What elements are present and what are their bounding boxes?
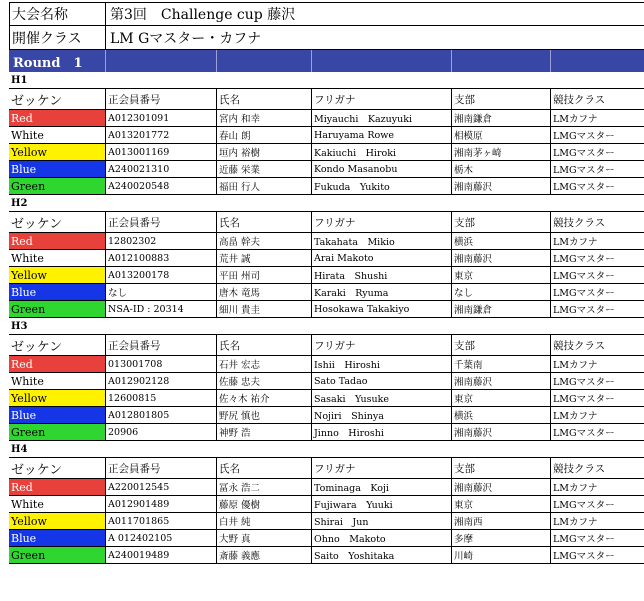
cell-name: 大野 真 [216,529,311,546]
cell-class: LMカフナ [550,512,644,529]
round-label: Round 1 [13,55,83,71]
cell-name: 唐木 竜馬 [216,283,311,300]
cell-member-no: A220012545 [105,478,216,495]
cell-member-no: 20906 [105,423,216,440]
cell-branch: 湘南茅ヶ崎 [451,143,550,160]
lane-color-green: Green [9,423,105,440]
cell-member-no: NSA-ID : 20314 [105,300,216,317]
heat-group [9,441,644,564]
cell-furigana: Takahata Mikio [311,232,451,249]
column-header-furigana: フリガナ [311,88,451,109]
cell-class: LMカフナ [550,109,644,126]
event-class-value: LM Gマスター・カフナ [105,26,644,50]
cell-name: 石井 宏志 [216,355,311,372]
heat-group [9,195,644,318]
cell-member-no: A012100883 [105,249,216,266]
lane-color-red: Red [9,109,105,126]
lane-color-blue: Blue [9,283,105,300]
cell-branch: 多摩 [451,529,550,546]
column-header-name: 氏名 [216,88,311,109]
cell-branch: 栃木 [451,160,550,177]
table-row [9,232,644,249]
heats-container [9,72,644,564]
column-header-class: 競技クラス [550,334,644,355]
cell-class: LMカフナ [550,406,644,423]
table-row [9,126,644,143]
column-header-member-no: 正会員番号 [105,457,216,478]
column-header-row [9,457,644,478]
lane-color-red: Red [9,355,105,372]
cell-branch: 川崎 [451,546,550,563]
cell-class: LMカフナ [550,232,644,249]
cell-furigana: Kakiuchi Hiroki [311,143,451,160]
cell-furigana: Ishii Hiroshi [311,355,451,372]
column-header-bib: ゼッケン [9,88,105,109]
round-header [9,50,644,72]
cell-branch: 相模原 [451,126,550,143]
cell-branch: 湘南藤沢 [451,372,550,389]
lane-color-yellow: Yellow [9,512,105,529]
cell-name: 白井 純 [216,512,311,529]
cell-class: LMGマスター [550,160,644,177]
cell-member-no: A240020548 [105,177,216,194]
lane-color-white: White [9,495,105,512]
cell-member-no: A240019489 [105,546,216,563]
lane-color-green: Green [9,177,105,194]
cell-name: 福田 行人 [216,177,311,194]
cell-class: LMGマスター [550,266,644,283]
column-header-row [9,334,644,355]
table-row [9,300,644,317]
heat-label: H3 [11,320,28,332]
cell-furigana: Kondo Masanobu [311,160,451,177]
column-header-row [9,88,644,109]
lane-color-yellow: Yellow [9,143,105,160]
cell-member-no: A013200178 [105,266,216,283]
cell-branch: 千葉南 [451,355,550,372]
cell-branch: 東京 [451,495,550,512]
event-name-value: 第3回 Challenge cup 藤沢 [105,2,644,26]
cell-name: 荒井 誠 [216,249,311,266]
cell-name: 佐藤 忠夫 [216,372,311,389]
lane-color-red: Red [9,232,105,249]
cell-class: LMGマスター [550,143,644,160]
lane-color-yellow: Yellow [9,266,105,283]
column-header-class: 競技クラス [550,457,644,478]
table-row [9,512,644,529]
table-row [9,372,644,389]
cell-name: 藤原 優樹 [216,495,311,512]
lane-color-blue: Blue [9,529,105,546]
cell-branch: 横浜 [451,232,550,249]
cell-name: 高畠 幹夫 [216,232,311,249]
table-row [9,389,644,406]
column-header-bib: ゼッケン [9,457,105,478]
column-header-branch: 支部 [451,88,550,109]
cell-furigana: Tominaga Koji [311,478,451,495]
cell-name: 斎藤 義應 [216,546,311,563]
cell-member-no: A013201772 [105,126,216,143]
cell-furigana: Hosokawa Takakiyo [311,300,451,317]
cell-furigana: Ohno Makoto [311,529,451,546]
column-header-member-no: 正会員番号 [105,334,216,355]
cell-member-no: なし [105,283,216,300]
table-row [9,160,644,177]
cell-name: 佐々木 祐介 [216,389,311,406]
event-class-label: 開催クラス [9,26,105,50]
cell-furigana: Haruyama Rowe [311,126,451,143]
lane-color-blue: Blue [9,406,105,423]
cell-name: 神野 浩 [216,423,311,440]
cell-furigana: Shirai Jun [311,512,451,529]
cell-furigana: Nojiri Shinya [311,406,451,423]
cell-branch: なし [451,283,550,300]
cell-furigana: Arai Makoto [311,249,451,266]
column-header-branch: 支部 [451,211,550,232]
cell-branch: 横浜 [451,406,550,423]
heat-label: H4 [11,443,28,455]
column-header-furigana: フリガナ [311,334,451,355]
column-header-branch: 支部 [451,334,550,355]
table-row [9,546,644,563]
lane-color-white: White [9,249,105,266]
cell-branch: 湘南西 [451,512,550,529]
cell-member-no: 013001708 [105,355,216,372]
cell-class: LMGマスター [550,249,644,266]
cell-class: LMGマスター [550,529,644,546]
column-header-furigana: フリガナ [311,457,451,478]
column-header-name: 氏名 [216,457,311,478]
cell-member-no: A012902128 [105,372,216,389]
lane-color-blue: Blue [9,160,105,177]
cell-class: LMGマスター [550,389,644,406]
cell-member-no: 12600815 [105,389,216,406]
cell-branch: 湘南鎌倉 [451,300,550,317]
column-header-class: 競技クラス [550,88,644,109]
cell-class: LMカフナ [550,478,644,495]
heat-group [9,72,644,195]
column-header-class: 競技クラス [550,211,644,232]
table-row [9,109,644,126]
cell-branch: 東京 [451,389,550,406]
cell-member-no: A013001169 [105,143,216,160]
column-header-bib: ゼッケン [9,211,105,232]
cell-name: 野尻 慎也 [216,406,311,423]
table-row [9,355,644,372]
event-name-label: 大会名称 [9,2,105,26]
cell-class: LMGマスター [550,495,644,512]
cell-member-no: A012901489 [105,495,216,512]
table-row [9,478,644,495]
cell-class: LMGマスター [550,546,644,563]
table-row [9,423,644,440]
cell-branch: 湘南藤沢 [451,423,550,440]
table-row [9,283,644,300]
cell-member-no: A 012402105 [105,529,216,546]
cell-branch: 湘南藤沢 [451,249,550,266]
cell-class: LMGマスター [550,126,644,143]
cell-name: 垣内 裕樹 [216,143,311,160]
cell-furigana: Sasaki Yusuke [311,389,451,406]
lane-color-green: Green [9,546,105,563]
cell-class: LMカフナ [550,355,644,372]
table-row [9,266,644,283]
table-row [9,177,644,194]
column-header-name: 氏名 [216,334,311,355]
column-header-member-no: 正会員番号 [105,88,216,109]
table-row [9,495,644,512]
cell-name: 春山 朗 [216,126,311,143]
cell-class: LMGマスター [550,423,644,440]
cell-name: 宮内 和幸 [216,109,311,126]
cell-member-no: 12802302 [105,232,216,249]
cell-branch: 湘南鎌倉 [451,109,550,126]
table-row [9,406,644,423]
cell-branch: 湘南藤沢 [451,478,550,495]
cell-name: 細川 貴圭 [216,300,311,317]
lane-color-white: White [9,126,105,143]
cell-furigana: Saito Yoshitaka [311,546,451,563]
column-header-bib: ゼッケン [9,334,105,355]
event-class-row [9,26,644,50]
cell-member-no: A011701865 [105,512,216,529]
cell-furigana: Fujiwara Yuuki [311,495,451,512]
column-header-branch: 支部 [451,457,550,478]
heat-group [9,318,644,441]
cell-class: LMGマスター [550,177,644,194]
cell-class: LMGマスター [550,283,644,300]
lane-color-yellow: Yellow [9,389,105,406]
heat-label: H2 [11,197,28,209]
lane-color-green: Green [9,300,105,317]
event-name-row [9,2,644,26]
table-row [9,529,644,546]
cell-class: LMGマスター [550,300,644,317]
table-row [9,249,644,266]
heat-label: H1 [11,74,28,86]
cell-branch: 東京 [451,266,550,283]
cell-member-no: A012301091 [105,109,216,126]
cell-name: 近藤 栄業 [216,160,311,177]
cell-member-no: A240021310 [105,160,216,177]
column-header-furigana: フリガナ [311,211,451,232]
column-header-row [9,211,644,232]
cell-furigana: Jinno Hiroshi [311,423,451,440]
cell-furigana: Karaki Ryuma [311,283,451,300]
cell-furigana: Miyauchi Kazuyuki [311,109,451,126]
table-row [9,143,644,160]
column-header-name: 氏名 [216,211,311,232]
cell-name: 冨永 浩二 [216,478,311,495]
cell-name: 平田 州司 [216,266,311,283]
lane-color-red: Red [9,478,105,495]
cell-furigana: Hirata Shushi [311,266,451,283]
cell-member-no: A012801805 [105,406,216,423]
lane-color-white: White [9,372,105,389]
column-header-member-no: 正会員番号 [105,211,216,232]
cell-class: LMGマスター [550,372,644,389]
cell-branch: 湘南藤沢 [451,177,550,194]
heat-sheet [9,2,644,564]
cell-furigana: Sato Tadao [311,372,451,389]
cell-furigana: Fukuda Yukito [311,177,451,194]
